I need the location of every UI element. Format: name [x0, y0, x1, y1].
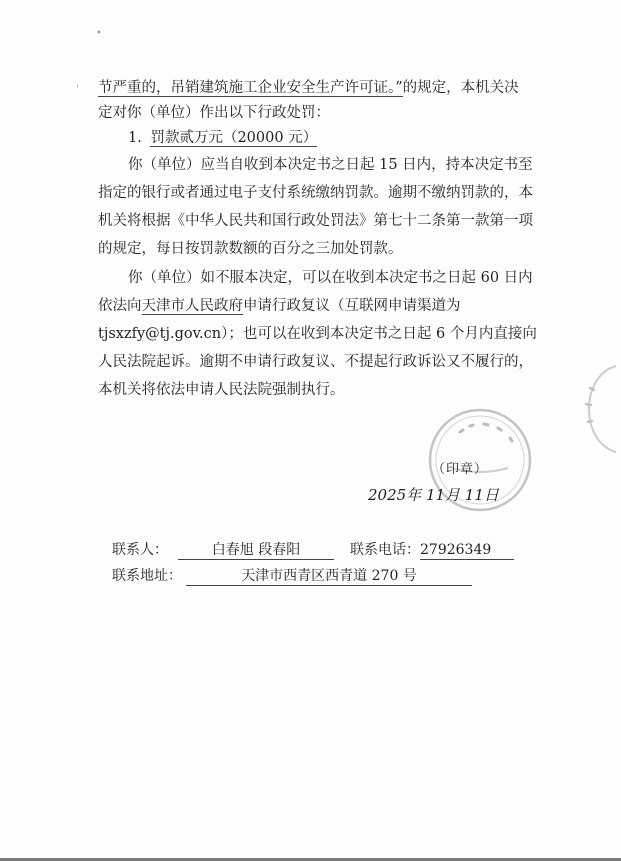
contact-person-label: 联系人：: [112, 542, 168, 558]
government-name: 天津市人民政府: [141, 298, 243, 314]
date: 2025年 11月 11日: [368, 486, 499, 504]
contact-person-row: [112, 541, 334, 560]
text: 申请行政复议（互联网申请渠道为: [243, 298, 461, 314]
contact-phone-row: [350, 541, 514, 560]
seal-fragment-icon: [576, 364, 621, 454]
underlined-text: 节严重的，吊销建筑施工企业安全生产许可证。”: [98, 80, 403, 96]
contact-phone-value: 27926349: [420, 541, 514, 560]
item-number: 1.: [128, 130, 142, 146]
penalty-text: 罚款贰万元（20000 元）: [150, 130, 318, 146]
text-line: tjsxzfy@tj.gov.cn）；也可以在收到本决定书之日起 6 个月内直接向: [98, 326, 537, 342]
text-line: 你（单位）应当自收到本决定书之日起 15 日内，持本决定书至: [128, 157, 533, 173]
scan-mark: ': [76, 84, 79, 95]
text: 的规定，本机关决: [402, 80, 519, 96]
seal-label: （印章）: [432, 462, 489, 477]
text-line: 定对你（单位）作出以下行政处罚：: [98, 105, 330, 121]
text-line: 人民法院起诉。逾期不申请行政复议、不提起行政诉讼又不履行的，: [98, 354, 533, 370]
contact-address-row: [112, 567, 472, 586]
scan-mark: •: [96, 28, 102, 39]
text-line: 你（单位）如不服本决定，可以在收到本决定书之日起 60 日内: [128, 270, 533, 286]
penalty-item: [128, 128, 317, 148]
contact-phone-label: 联系电话：: [350, 542, 420, 558]
text-line: [98, 78, 519, 98]
contact-address-value: 天津市西青区西青道 270 号: [186, 567, 472, 586]
contact-person-value: 白春旭 段春阳: [178, 541, 334, 560]
contact-address-label: 联系地址：: [112, 568, 182, 584]
text-line: [98, 296, 461, 316]
text-line: 本机关将依法申请人民法院强制执行。: [98, 382, 345, 398]
text-line: 的规定，每日按罚款数额的百分之三加处罚款。: [98, 241, 403, 257]
text: 依法向: [98, 298, 142, 314]
text-line: 机关将根据《中华人民共和国行政处罚法》第七十二条第一款第一项: [98, 213, 533, 229]
text-line: 指定的银行或者通过电子支付系统缴纳罚款。逾期不缴纳罚款的，本: [98, 185, 533, 201]
